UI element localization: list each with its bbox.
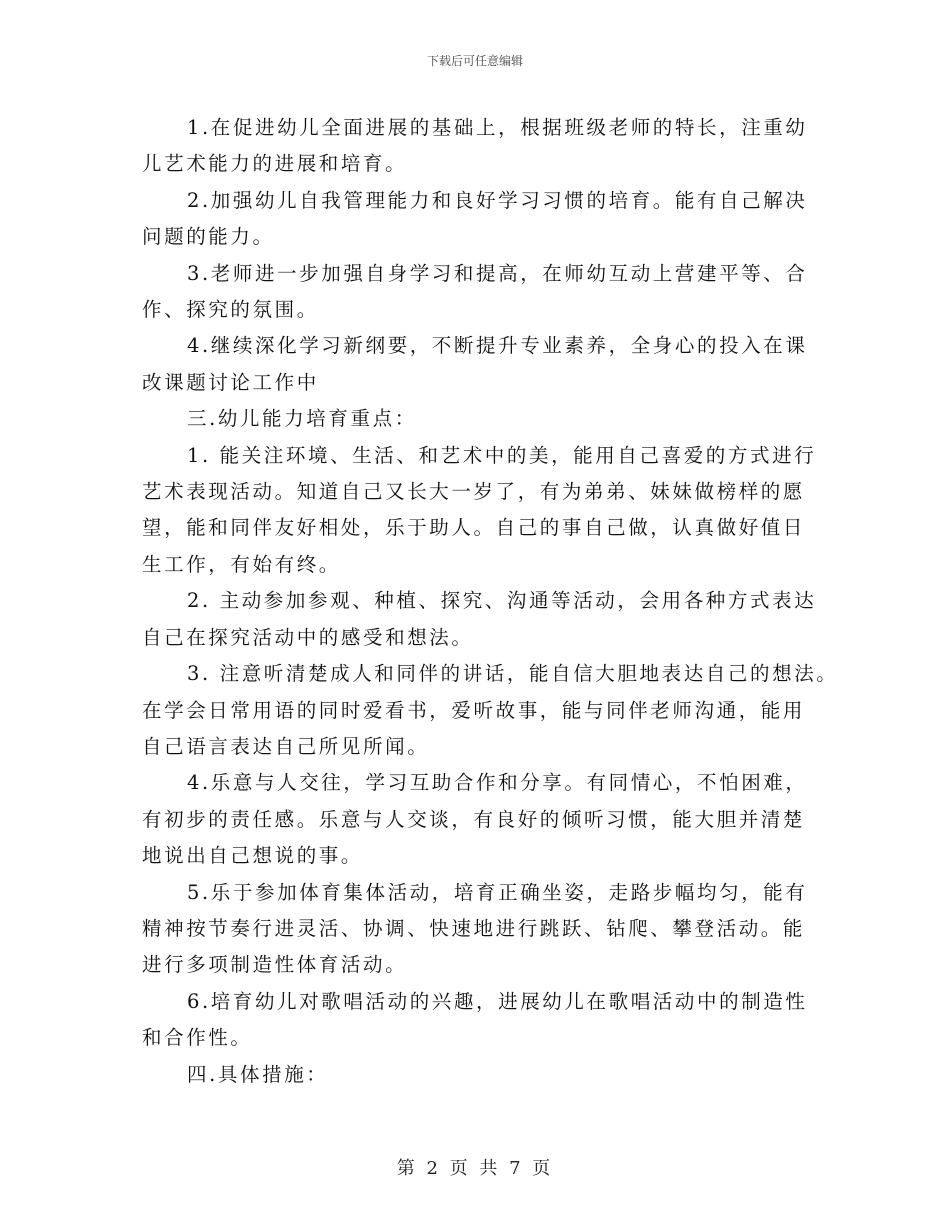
paragraph-line: 5.乐于参加体育集体活动，培育正确坐姿，走路步幅均匀，能有	[187, 880, 808, 904]
paragraph	[142, 583, 832, 656]
paragraph-line: 有初步的责任感。乐意与人交谈，有良好的倾听习惯，能大胆并清楚	[142, 807, 806, 831]
paragraph-line: 4.继续深化学习新纲要，不断提升专业素养，全身心的投入在课	[187, 334, 808, 358]
paragraph	[142, 328, 832, 401]
paragraph	[142, 765, 832, 874]
paragraph-line: 生工作，有始有终。	[142, 552, 341, 576]
section-heading-text: 三.幼儿能力培育重点：	[187, 407, 417, 431]
section-heading	[142, 1057, 832, 1093]
paragraph-line: 改课题讨论工作中	[142, 370, 319, 394]
paragraph	[142, 256, 832, 329]
paragraph	[142, 656, 839, 765]
section-heading-text: 四.具体措施：	[187, 1062, 329, 1086]
paragraph-line: 6.培育幼儿对歌唱活动的兴趣，进展幼儿在歌唱活动中的制造性	[187, 989, 808, 1013]
paragraph-line: 1. 能关注环境、生活、和艺术中的美，能用自己喜爱的方式进行	[187, 443, 817, 467]
paragraph-line: 望，能和同伴友好相处，乐于助人。自己的事自己做，认真做好值日	[142, 516, 806, 540]
paragraph-line: 在学会日常用语的同时爱看书，爱听故事，能与同伴老师沟通，能用	[142, 698, 806, 722]
paragraph-line: 作、探究的氛围。	[142, 298, 319, 322]
paragraph	[142, 183, 832, 256]
paragraph	[142, 984, 832, 1057]
document-body	[142, 110, 839, 1093]
paragraph-line: 3.老师进一步加强自身学习和提高，在师幼互动上营建平等、合	[187, 261, 808, 285]
paragraph-line: 艺术表现活动。知道自己又长大一岁了，有为弟弟、妹妹做榜样的愿	[142, 480, 806, 504]
page-header: 下载后可任意编辑	[426, 54, 523, 68]
paragraph-line: 自己在探究活动中的感受和想法。	[142, 625, 474, 649]
paragraph	[142, 438, 832, 584]
paragraph-line: 问题的能力。	[142, 225, 275, 249]
paragraph	[142, 110, 832, 183]
paragraph-line: 精神按节奏行进灵活、协调、快速地进行跳跃、钻爬、攀登活动。能	[142, 916, 806, 940]
paragraph-line: 4.乐意与人交往，学习互助合作和分享。有同情心，不怕困难，	[187, 771, 808, 795]
paragraph-line: 儿艺术能力的进展和培育。	[142, 152, 408, 176]
section-heading	[142, 401, 832, 437]
paragraph-line: 地说出自己想说的事。	[142, 844, 364, 868]
paragraph-line: 自己语言表达自己所见所闻。	[142, 734, 430, 758]
paragraph-line: 3. 注意听清楚成人和同伴的讲话，能自信大胆地表达自己的想法。	[187, 662, 839, 686]
paragraph-line: 2.加强幼儿自我管理能力和良好学习习惯的培育。能有自己解决	[187, 188, 808, 212]
page-footer: 第 2 页 共 7 页	[396, 1158, 554, 1179]
paragraph-line: 1.在促进幼儿全面进展的基础上，根据班级老师的特长，注重幼	[187, 116, 808, 139]
paragraph-line: 进行多项制造性体育活动。	[142, 953, 408, 977]
paragraph	[142, 875, 832, 984]
paragraph-line: 2. 主动参加参观、种植、探究、沟通等活动，会用各种方式表达	[187, 589, 817, 613]
paragraph-line: 和合作性。	[142, 1026, 253, 1050]
